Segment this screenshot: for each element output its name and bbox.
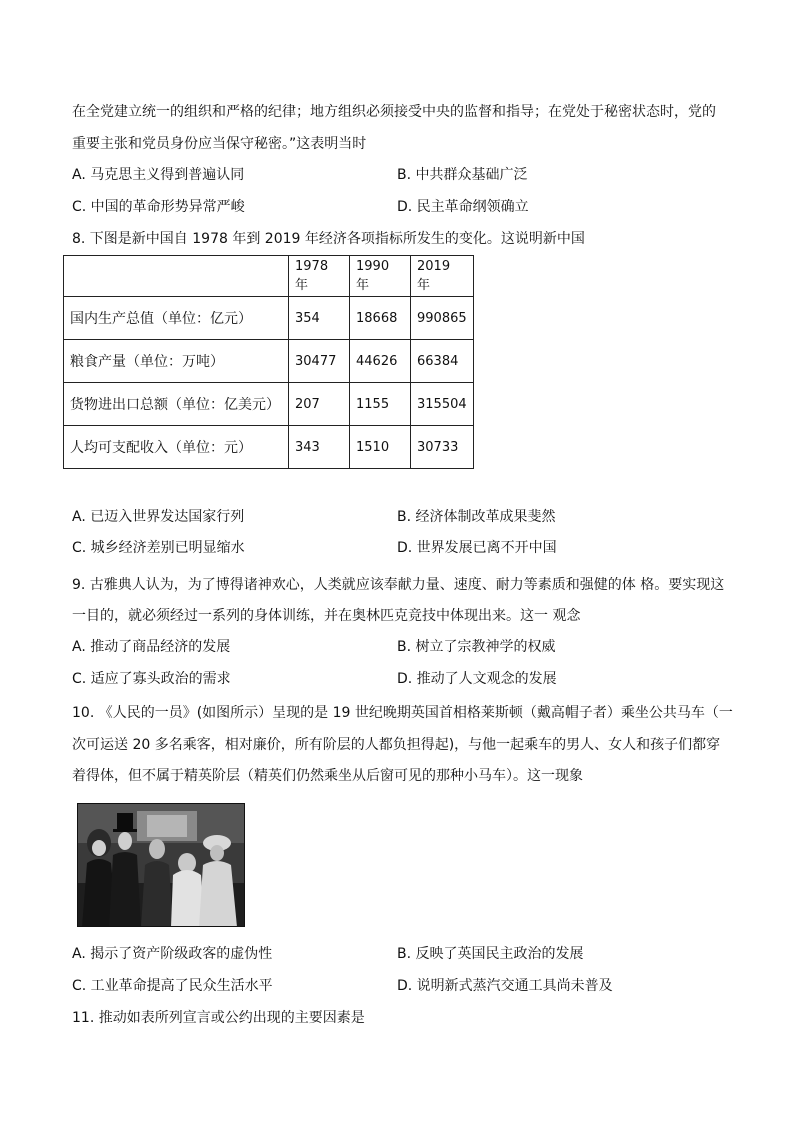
table-header-cell: 2019 年	[411, 256, 474, 297]
q10-option-d: D. 说明新式蒸汽交通工具尚未普及	[397, 978, 613, 994]
omnibus-painting-image	[77, 803, 245, 927]
table-cell: 990865	[411, 297, 474, 340]
table-cell: 18668	[350, 297, 411, 340]
q9-stem-line-1: 9. 古雅典人认为，为了博得诸神欢心，人类就应该奉献力量、速度、耐力等素质和强健的体 格。要实现这	[72, 577, 725, 593]
table-header-row	[64, 256, 474, 297]
q8-option-c: C. 城乡经济差别已明显缩水	[72, 540, 245, 556]
table-cell: 1510	[350, 426, 411, 469]
table-cell: 国内生产总值（单位：亿元）	[64, 297, 289, 340]
table-row	[64, 426, 474, 469]
table-header-cell: 1978 年	[289, 256, 350, 297]
q9-option-a: A. 推动了商品经济的发展	[72, 639, 231, 655]
table-cell: 343	[289, 426, 350, 469]
q10-stem-line-3: 着得体，但不属于精英阶层（精英们仍然乘坐从后窗可见的那种小马车）。这一现象	[72, 768, 583, 784]
table-cell: 30477	[289, 340, 350, 383]
q7-option-c: C. 中国的革命形势异常严峻	[72, 199, 245, 215]
table-cell: 人均可支配收入（单位：元）	[64, 426, 289, 469]
q7-option-d: D. 民主革命纲领确立	[397, 199, 529, 215]
table-header-cell: 1990 年	[350, 256, 411, 297]
q10-stem-line-2: 次可运送 20 多名乘客，相对廉价，所有阶层的人都负担得起)，与他一起乘车的男人、女人和孩子们都穿	[72, 737, 721, 753]
economic-indicators-table	[63, 255, 474, 469]
table-cell: 粮食产量（单位：万吨）	[64, 340, 289, 383]
q9-option-b: B. 树立了宗教神学的权威	[397, 639, 556, 655]
q10-stem-line-1: 10. 《人民的一员》(如图所示）呈现的是 19 世纪晚期英国首相格莱斯顿（戴高帽子者）乘坐公共马车（一	[72, 705, 733, 721]
q11-stem: 11. 推动如表所列宣言或公约出现的主要因素是	[72, 1010, 365, 1026]
q9-option-c: C. 适应了寡头政治的需求	[72, 671, 231, 687]
q9-stem-line-2: 一目的，就必须经过一系列的身体训练，并在奥林匹克竞技中体现出来。这一 观念	[72, 608, 581, 624]
q7-option-b: B. 中共群众基础广泛	[397, 167, 528, 183]
q10-option-b: B. 反映了英国民主政治的发展	[397, 946, 584, 962]
table-cell: 354	[289, 297, 350, 340]
table-cell: 44626	[350, 340, 411, 383]
table-cell: 66384	[411, 340, 474, 383]
q7-option-a: A. 马克思主义得到普遍认同	[72, 167, 245, 183]
q10-option-a: A. 揭示了资产阶级政客的虚伪性	[72, 946, 273, 962]
q8-option-b: B. 经济体制改革成果斐然	[397, 509, 556, 525]
table-header-cell	[64, 256, 289, 297]
table-cell: 207	[289, 383, 350, 426]
table-cell: 30733	[411, 426, 474, 469]
table-cell: 315504	[411, 383, 474, 426]
q8-option-a: A. 已迈入世界发达国家行列	[72, 509, 245, 525]
q10-option-c: C. 工业革命提高了民众生活水平	[72, 978, 273, 994]
q7-stem-line-1: 在全党建立统一的组织和严格的纪律；地方组织必须接受中央的监督和指导；在党处于秘密状态时，党的	[72, 104, 716, 120]
table-cell: 货物进出口总额（单位：亿美元）	[64, 383, 289, 426]
table-cell: 1155	[350, 383, 411, 426]
table-row	[64, 340, 474, 383]
q7-stem-line-2: 重要主张和党员身份应当保守秘密。”这表明当时	[72, 136, 367, 152]
q9-option-d: D. 推动了人文观念的发展	[397, 671, 557, 687]
table-row	[64, 297, 474, 340]
table-row	[64, 383, 474, 426]
q8-stem: 8. 下图是新中国自 1978 年到 2019 年经济各项指标所发生的变化。这说明新中国	[72, 231, 585, 247]
q8-option-d: D. 世界发展已离不开中国	[397, 540, 557, 556]
